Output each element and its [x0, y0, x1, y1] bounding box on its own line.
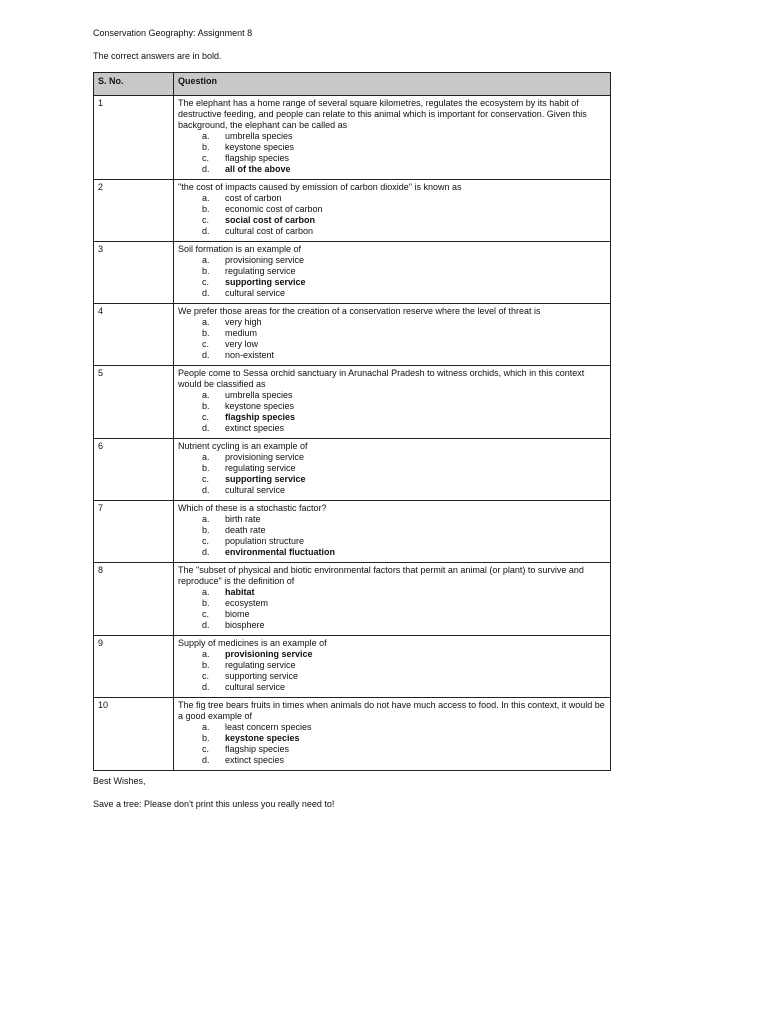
question-number: 1 — [94, 96, 174, 180]
option-letter: d. — [202, 423, 210, 433]
answer-option — [202, 317, 606, 328]
option-letter: a. — [202, 452, 210, 462]
answer-option-correct — [202, 277, 606, 288]
question-cell — [174, 242, 611, 304]
option-text: medium — [225, 328, 258, 338]
option-text: umbrella species — [225, 131, 293, 141]
option-text: social cost of carbon — [225, 215, 316, 225]
answer-options — [178, 317, 606, 361]
option-text: very low — [225, 339, 259, 349]
table-row — [94, 304, 611, 366]
question-rows — [94, 96, 611, 771]
option-letter: d. — [202, 226, 210, 236]
question-cell — [174, 563, 611, 636]
table-row — [94, 698, 611, 771]
option-text: keystone species — [225, 142, 295, 152]
option-text: population structure — [225, 536, 305, 546]
option-letter: a. — [202, 255, 210, 265]
option-text: biosphere — [225, 620, 265, 630]
question-text: The fig tree bears fruits in times when animals do not have much access to food. In this context, it would be a good example of — [178, 700, 605, 721]
header-question: Question — [174, 73, 611, 96]
option-text: regulating service — [225, 266, 296, 276]
table-row — [94, 96, 611, 180]
option-letter: b. — [202, 204, 210, 214]
question-text: We prefer those areas for the creation of a conservation reserve where the level of threat is — [178, 306, 541, 316]
question-cell — [174, 698, 611, 771]
question-text: The elephant has a home range of several square kilometres, regulates the ecosystem by its habit of destructive feeding, and people can relate to this animal which is important for conservation. Given this background, the elephant can be called as — [178, 98, 587, 130]
option-letter: a. — [202, 722, 210, 732]
option-text: provisioning service — [225, 452, 305, 462]
option-letter: b. — [202, 525, 210, 535]
option-text: birth rate — [225, 514, 261, 524]
answer-option — [202, 350, 606, 361]
answer-options — [178, 390, 606, 434]
option-text: all of the above — [225, 164, 291, 174]
option-text: biome — [225, 609, 250, 619]
option-letter: b. — [202, 733, 210, 743]
question-number: 9 — [94, 636, 174, 698]
answer-option — [202, 131, 606, 142]
table-row — [94, 366, 611, 439]
answer-option — [202, 390, 606, 401]
answer-option — [202, 755, 606, 766]
option-letter: c. — [202, 609, 210, 619]
answer-option — [202, 463, 606, 474]
question-cell — [174, 304, 611, 366]
answer-option — [202, 660, 606, 671]
answer-option-correct — [202, 547, 606, 558]
answer-option — [202, 288, 606, 299]
question-cell — [174, 180, 611, 242]
option-letter: d. — [202, 350, 210, 360]
option-text: cultural service — [225, 682, 286, 692]
answer-options — [178, 452, 606, 496]
question-number: 4 — [94, 304, 174, 366]
questions-table — [93, 72, 611, 771]
option-letter: a. — [202, 649, 210, 659]
answer-option-correct — [202, 649, 606, 660]
option-text: non-existent — [225, 350, 275, 360]
option-text: keystone species — [225, 733, 300, 743]
option-letter: c. — [202, 474, 210, 484]
answer-option — [202, 142, 606, 153]
answer-option — [202, 609, 606, 620]
question-text: Soil formation is an example of — [178, 244, 302, 254]
option-text: ecosystem — [225, 598, 269, 608]
option-letter: d. — [202, 547, 210, 557]
answer-option — [202, 620, 606, 631]
option-letter: b. — [202, 142, 210, 152]
option-letter: a. — [202, 390, 210, 400]
option-text: regulating service — [225, 463, 296, 473]
option-letter: d. — [202, 620, 210, 630]
answer-options — [178, 514, 606, 558]
option-letter: d. — [202, 164, 210, 174]
option-letter: c. — [202, 339, 210, 349]
option-letter: b. — [202, 598, 210, 608]
answer-option — [202, 423, 606, 434]
option-text: keystone species — [225, 401, 295, 411]
answer-options — [178, 587, 606, 631]
option-text: cultural cost of carbon — [225, 226, 314, 236]
option-letter: c. — [202, 671, 210, 681]
page-title: Conservation Geography: Assignment 8 — [93, 28, 253, 38]
option-text: environmental fluctuation — [225, 547, 336, 557]
option-letter: c. — [202, 277, 210, 287]
table-row — [94, 563, 611, 636]
option-letter: d. — [202, 755, 210, 765]
question-number: 5 — [94, 366, 174, 439]
option-letter: a. — [202, 193, 210, 203]
footer-greeting: Best Wishes, — [93, 776, 146, 786]
option-text: supporting service — [225, 277, 306, 287]
answer-option — [202, 485, 606, 496]
question-cell — [174, 366, 611, 439]
option-text: very high — [225, 317, 262, 327]
option-text: supporting service — [225, 671, 299, 681]
answer-option — [202, 255, 606, 266]
option-text: flagship species — [225, 153, 290, 163]
question-cell — [174, 501, 611, 563]
option-text: economic cost of carbon — [225, 204, 323, 214]
option-letter: c. — [202, 412, 210, 422]
option-text: least concern species — [225, 722, 312, 732]
question-text: The "subset of physical and biotic environmental factors that permit an animal (or plant) to survive and reproduce" is the definition of — [178, 565, 584, 586]
option-letter: d. — [202, 682, 210, 692]
question-number: 8 — [94, 563, 174, 636]
option-text: death rate — [225, 525, 266, 535]
option-letter: b. — [202, 463, 210, 473]
question-number: 2 — [94, 180, 174, 242]
footer-note: Save a tree: Please don't print this unless you really need to! — [93, 799, 335, 809]
table-row — [94, 636, 611, 698]
option-text: cost of carbon — [225, 193, 282, 203]
answer-option — [202, 525, 606, 536]
answer-options — [178, 649, 606, 693]
option-letter: c. — [202, 215, 210, 225]
answer-option — [202, 339, 606, 350]
answer-option — [202, 193, 606, 204]
option-letter: d. — [202, 288, 210, 298]
answer-options — [178, 255, 606, 299]
table-row — [94, 180, 611, 242]
question-text: People come to Sessa orchid sanctuary in Arunachal Pradesh to witness orchids, which in this context would be classified as — [178, 368, 585, 389]
question-number: 7 — [94, 501, 174, 563]
question-number: 3 — [94, 242, 174, 304]
question-cell — [174, 439, 611, 501]
option-text: extinct species — [225, 755, 285, 765]
option-letter: a. — [202, 317, 210, 327]
answer-option — [202, 744, 606, 755]
instruction-note: The correct answers are in bold. — [93, 51, 222, 61]
question-text: Nutrient cycling is an example of — [178, 441, 308, 451]
answer-option-correct — [202, 587, 606, 598]
option-text: umbrella species — [225, 390, 293, 400]
option-letter: a. — [202, 587, 210, 597]
answer-option — [202, 536, 606, 547]
option-text: cultural service — [225, 288, 286, 298]
answer-options — [178, 131, 606, 175]
answer-options — [178, 722, 606, 766]
question-cell — [174, 636, 611, 698]
option-text: flagship species — [225, 412, 296, 422]
option-text: regulating service — [225, 660, 296, 670]
option-text: extinct species — [225, 423, 285, 433]
question-number: 10 — [94, 698, 174, 771]
option-letter: c. — [202, 153, 210, 163]
table-row — [94, 501, 611, 563]
answer-option — [202, 452, 606, 463]
option-letter: c. — [202, 536, 210, 546]
answer-option-correct — [202, 412, 606, 423]
option-letter: b. — [202, 660, 210, 670]
answer-option — [202, 401, 606, 412]
option-text: habitat — [225, 587, 255, 597]
answer-option — [202, 226, 606, 237]
answer-option — [202, 204, 606, 215]
answer-option-correct — [202, 164, 606, 175]
question-cell — [174, 96, 611, 180]
table-row — [94, 439, 611, 501]
header-serial-number: S. No. — [94, 73, 174, 96]
answer-option — [202, 598, 606, 609]
answer-option — [202, 266, 606, 277]
option-letter: b. — [202, 266, 210, 276]
option-text: supporting service — [225, 474, 306, 484]
option-letter: c. — [202, 744, 210, 754]
option-letter: b. — [202, 328, 210, 338]
answer-option-correct — [202, 474, 606, 485]
option-text: cultural service — [225, 485, 286, 495]
answer-option — [202, 514, 606, 525]
table-row — [94, 242, 611, 304]
answer-option — [202, 722, 606, 733]
answer-option — [202, 153, 606, 164]
option-text: flagship species — [225, 744, 290, 754]
answer-option — [202, 671, 606, 682]
answer-option-correct — [202, 215, 606, 226]
option-letter: d. — [202, 485, 210, 495]
option-text: provisioning service — [225, 255, 305, 265]
option-letter: a. — [202, 131, 210, 141]
answer-option — [202, 682, 606, 693]
table-header-row — [94, 73, 611, 96]
question-text: "the cost of impacts caused by emission of carbon dioxide" is known as — [178, 182, 462, 192]
answer-option-correct — [202, 733, 606, 744]
answer-option — [202, 328, 606, 339]
answer-options — [178, 193, 606, 237]
option-text: provisioning service — [225, 649, 313, 659]
question-number: 6 — [94, 439, 174, 501]
option-letter: b. — [202, 401, 210, 411]
option-letter: a. — [202, 514, 210, 524]
question-text: Supply of medicines is an example of — [178, 638, 327, 648]
question-text: Which of these is a stochastic factor? — [178, 503, 327, 513]
